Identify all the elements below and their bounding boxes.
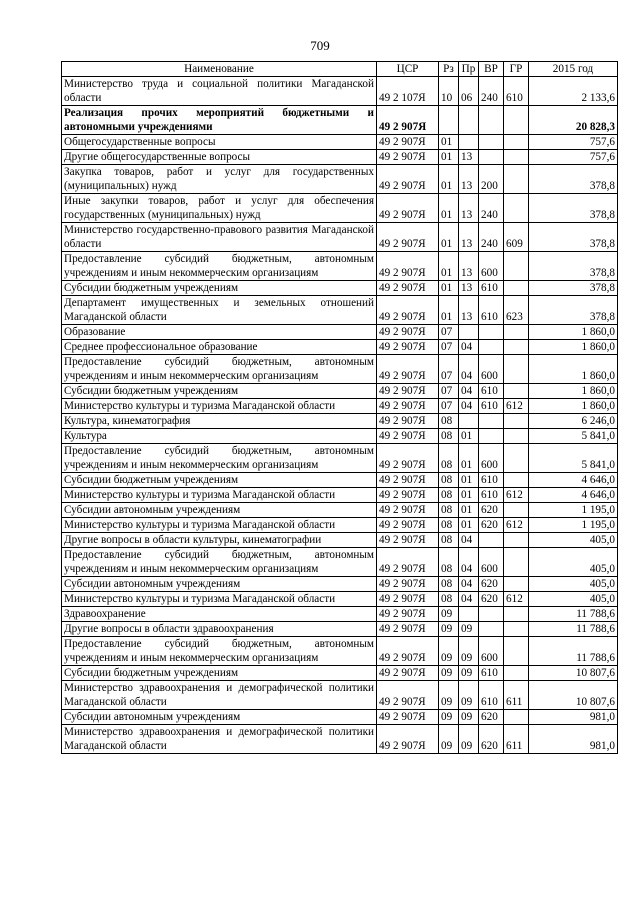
cell-gr: [504, 622, 529, 637]
cell-amount: 757,6: [529, 150, 618, 165]
cell-rz: 08: [439, 414, 459, 429]
table-row: [62, 414, 618, 429]
cell-amount: 1 860,0: [529, 340, 618, 355]
table-row: [62, 135, 618, 150]
cell-pr: 13: [459, 223, 479, 252]
cell-amount: 11 788,6: [529, 637, 618, 666]
table-row: [62, 281, 618, 296]
cell-vr: 610: [479, 488, 504, 503]
cell-rz: [439, 106, 459, 135]
cell-pr: 09: [459, 666, 479, 681]
cell-name: Предоставление субсидий бюджетным, автономным учреждениям и иным некоммерческим организациям: [62, 252, 377, 281]
cell-csr: 49 2 907Я: [377, 503, 439, 518]
table-row: [62, 592, 618, 607]
cell-vr: 240: [479, 194, 504, 223]
table-row: [62, 548, 618, 577]
cell-pr: 01: [459, 444, 479, 473]
cell-amount: 1 860,0: [529, 384, 618, 399]
cell-amount: 6 246,0: [529, 414, 618, 429]
cell-csr: 49 2 907Я: [377, 622, 439, 637]
table-row: [62, 77, 618, 106]
cell-rz: 08: [439, 533, 459, 548]
cell-gr: [504, 325, 529, 340]
page-number: 709: [310, 38, 330, 53]
cell-name: Предоставление субсидий бюджетным, автономным учреждениям и иным некоммерческим организациям: [62, 548, 377, 577]
cell-name: Иные закупки товаров, работ и услуг для обеспечения государственных (муниципальных) нужд: [62, 194, 377, 223]
cell-name: Реализация прочих мероприятий бюджетными и автономными учреждениями: [62, 106, 377, 135]
cell-rz: 07: [439, 384, 459, 399]
table-body: [62, 77, 618, 754]
column-header-name: Наименование: [62, 62, 377, 77]
cell-name: Предоставление субсидий бюджетным, автономным учреждениям и иным некоммерческим организациям: [62, 444, 377, 473]
cell-gr: [504, 710, 529, 725]
cell-csr: 49 2 907Я: [377, 548, 439, 577]
cell-pr: 13: [459, 150, 479, 165]
cell-pr: [459, 106, 479, 135]
table-row: [62, 223, 618, 252]
cell-vr: 600: [479, 355, 504, 384]
cell-csr: 49 2 107Я: [377, 77, 439, 106]
cell-pr: [459, 414, 479, 429]
cell-vr: [479, 414, 504, 429]
cell-rz: 08: [439, 488, 459, 503]
cell-gr: [504, 548, 529, 577]
cell-amount: 10 807,6: [529, 681, 618, 710]
cell-vr: 620: [479, 577, 504, 592]
column-header-vr: ВР: [479, 62, 504, 77]
table-row: [62, 429, 618, 444]
cell-vr: 620: [479, 592, 504, 607]
cell-amount: 378,8: [529, 194, 618, 223]
cell-gr: 612: [504, 399, 529, 414]
cell-gr: [504, 281, 529, 296]
cell-name: Предоставление субсидий бюджетным, автономным учреждениям и иным некоммерческим организациям: [62, 355, 377, 384]
cell-pr: 04: [459, 548, 479, 577]
budget-table: [61, 61, 618, 754]
cell-pr: [459, 607, 479, 622]
cell-amount: 2 133,6: [529, 77, 618, 106]
cell-amount: 1 860,0: [529, 399, 618, 414]
cell-rz: 01: [439, 194, 459, 223]
cell-name: Министерство государственно-правового развития Магаданской области: [62, 223, 377, 252]
cell-name: Министерство труда и социальной политики Магаданской области: [62, 77, 377, 106]
table-row: [62, 355, 618, 384]
cell-gr: [504, 666, 529, 681]
cell-vr: 620: [479, 518, 504, 533]
cell-pr: 06: [459, 77, 479, 106]
cell-amount: 5 841,0: [529, 444, 618, 473]
cell-rz: 08: [439, 473, 459, 488]
cell-rz: 09: [439, 725, 459, 754]
cell-csr: 49 2 907Я: [377, 592, 439, 607]
table-row: [62, 607, 618, 622]
cell-gr: [504, 194, 529, 223]
cell-rz: 10: [439, 77, 459, 106]
cell-name: Министерство культуры и туризма Магаданской области: [62, 488, 377, 503]
cell-name: Субсидии бюджетным учреждениям: [62, 473, 377, 488]
cell-vr: 610: [479, 399, 504, 414]
cell-gr: [504, 384, 529, 399]
cell-rz: 01: [439, 252, 459, 281]
table-row: [62, 503, 618, 518]
table-row: [62, 622, 618, 637]
cell-csr: 49 2 907Я: [377, 533, 439, 548]
cell-rz: 01: [439, 223, 459, 252]
table-row: [62, 444, 618, 473]
cell-amount: 11 788,6: [529, 622, 618, 637]
cell-vr: 200: [479, 165, 504, 194]
cell-rz: 07: [439, 399, 459, 414]
cell-pr: 09: [459, 681, 479, 710]
cell-gr: [504, 355, 529, 384]
cell-rz: 08: [439, 548, 459, 577]
cell-rz: 07: [439, 325, 459, 340]
table-row: [62, 725, 618, 754]
cell-vr: [479, 325, 504, 340]
cell-vr: 600: [479, 548, 504, 577]
cell-rz: 08: [439, 577, 459, 592]
cell-name: Министерство здравоохранения и демографической политики Магаданской области: [62, 681, 377, 710]
table-row: [62, 473, 618, 488]
cell-pr: 04: [459, 340, 479, 355]
cell-gr: [504, 340, 529, 355]
cell-gr: 623: [504, 296, 529, 325]
cell-pr: 01: [459, 518, 479, 533]
cell-amount: 1 195,0: [529, 503, 618, 518]
cell-pr: 01: [459, 429, 479, 444]
cell-amount: 757,6: [529, 135, 618, 150]
cell-pr: 09: [459, 710, 479, 725]
cell-rz: 07: [439, 355, 459, 384]
cell-vr: [479, 106, 504, 135]
cell-csr: 49 2 907Я: [377, 681, 439, 710]
cell-amount: 378,8: [529, 223, 618, 252]
cell-gr: [504, 533, 529, 548]
cell-csr: 49 2 907Я: [377, 577, 439, 592]
cell-name: Общегосударственные вопросы: [62, 135, 377, 150]
cell-amount: 11 788,6: [529, 607, 618, 622]
cell-csr: 49 2 907Я: [377, 473, 439, 488]
cell-gr: [504, 577, 529, 592]
cell-rz: 01: [439, 135, 459, 150]
cell-rz: 09: [439, 666, 459, 681]
cell-amount: 1 860,0: [529, 355, 618, 384]
cell-pr: 13: [459, 296, 479, 325]
cell-vr: [479, 340, 504, 355]
cell-name: Субсидии бюджетным учреждениям: [62, 281, 377, 296]
table-row: [62, 637, 618, 666]
cell-vr: [479, 622, 504, 637]
cell-amount: 1 860,0: [529, 325, 618, 340]
table-row: [62, 577, 618, 592]
table-row: [62, 384, 618, 399]
table-row: [62, 252, 618, 281]
cell-pr: 01: [459, 503, 479, 518]
cell-gr: 612: [504, 518, 529, 533]
cell-csr: 49 2 907Я: [377, 106, 439, 135]
cell-csr: 49 2 907Я: [377, 666, 439, 681]
cell-pr: 13: [459, 194, 479, 223]
cell-gr: [504, 106, 529, 135]
cell-name: Субсидии бюджетным учреждениям: [62, 384, 377, 399]
table-row: [62, 165, 618, 194]
cell-rz: 08: [439, 592, 459, 607]
cell-pr: 13: [459, 252, 479, 281]
cell-csr: 49 2 907Я: [377, 725, 439, 754]
cell-csr: 49 2 907Я: [377, 710, 439, 725]
cell-pr: 09: [459, 637, 479, 666]
cell-vr: 240: [479, 223, 504, 252]
cell-rz: 01: [439, 150, 459, 165]
cell-amount: 378,8: [529, 281, 618, 296]
cell-vr: 610: [479, 681, 504, 710]
cell-gr: 610: [504, 77, 529, 106]
cell-name: Министерство культуры и туризма Магаданской области: [62, 592, 377, 607]
cell-gr: [504, 444, 529, 473]
cell-gr: [504, 429, 529, 444]
cell-name: Среднее профессиональное образование: [62, 340, 377, 355]
cell-csr: 49 2 907Я: [377, 325, 439, 340]
cell-name: Субсидии автономным учреждениям: [62, 577, 377, 592]
cell-vr: 600: [479, 637, 504, 666]
cell-gr: 611: [504, 725, 529, 754]
cell-name: Закупка товаров, работ и услуг для государственных (муниципальных) нужд: [62, 165, 377, 194]
cell-amount: 405,0: [529, 592, 618, 607]
cell-vr: [479, 150, 504, 165]
cell-vr: 610: [479, 666, 504, 681]
cell-csr: 49 2 907Я: [377, 150, 439, 165]
cell-rz: 09: [439, 622, 459, 637]
cell-csr: 49 2 907Я: [377, 135, 439, 150]
cell-pr: 04: [459, 577, 479, 592]
cell-vr: 620: [479, 710, 504, 725]
cell-csr: 49 2 907Я: [377, 429, 439, 444]
cell-name: Департамент имущественных и земельных отношений Магаданской области: [62, 296, 377, 325]
cell-amount: 405,0: [529, 548, 618, 577]
cell-name: Другие вопросы в области здравоохранения: [62, 622, 377, 637]
cell-rz: 09: [439, 637, 459, 666]
cell-vr: [479, 429, 504, 444]
cell-vr: 620: [479, 725, 504, 754]
table-row: [62, 681, 618, 710]
cell-vr: 240: [479, 77, 504, 106]
table-row: [62, 518, 618, 533]
cell-rz: 08: [439, 503, 459, 518]
cell-amount: 405,0: [529, 577, 618, 592]
cell-pr: 13: [459, 281, 479, 296]
cell-csr: 49 2 907Я: [377, 340, 439, 355]
column-header-rz: Рз: [439, 62, 459, 77]
table-row: [62, 325, 618, 340]
cell-amount: 5 841,0: [529, 429, 618, 444]
cell-rz: 09: [439, 710, 459, 725]
cell-gr: [504, 503, 529, 518]
cell-pr: 09: [459, 622, 479, 637]
cell-name: Здравоохранение: [62, 607, 377, 622]
cell-pr: 09: [459, 725, 479, 754]
table-row: [62, 710, 618, 725]
cell-csr: 49 2 907Я: [377, 637, 439, 666]
cell-amount: 20 828,3: [529, 106, 618, 135]
cell-pr: 04: [459, 399, 479, 414]
cell-gr: [504, 414, 529, 429]
table-row: [62, 666, 618, 681]
cell-rz: 07: [439, 340, 459, 355]
cell-vr: 620: [479, 503, 504, 518]
table-row: [62, 488, 618, 503]
cell-vr: 600: [479, 252, 504, 281]
table-row: [62, 340, 618, 355]
cell-rz: 01: [439, 165, 459, 194]
cell-amount: 1 195,0: [529, 518, 618, 533]
column-header-year: 2015 год: [529, 62, 618, 77]
cell-csr: 49 2 907Я: [377, 384, 439, 399]
cell-name: Предоставление субсидий бюджетным, автономным учреждениям и иным некоммерческим организациям: [62, 637, 377, 666]
cell-csr: 49 2 907Я: [377, 296, 439, 325]
cell-amount: 981,0: [529, 710, 618, 725]
cell-csr: 49 2 907Я: [377, 607, 439, 622]
cell-gr: 609: [504, 223, 529, 252]
cell-amount: 378,8: [529, 165, 618, 194]
cell-gr: 612: [504, 592, 529, 607]
cell-pr: 13: [459, 165, 479, 194]
table-row: [62, 296, 618, 325]
table-header-row: [62, 62, 618, 77]
cell-amount: 10 807,6: [529, 666, 618, 681]
column-header-csr: ЦСР: [377, 62, 439, 77]
cell-csr: 49 2 907Я: [377, 399, 439, 414]
cell-name: Субсидии автономным учреждениям: [62, 710, 377, 725]
cell-csr: 49 2 907Я: [377, 488, 439, 503]
cell-name: Министерство культуры и туризма Магаданской области: [62, 399, 377, 414]
cell-gr: [504, 607, 529, 622]
cell-amount: 4 646,0: [529, 488, 618, 503]
cell-gr: 611: [504, 681, 529, 710]
table-row: [62, 150, 618, 165]
cell-csr: 49 2 907Я: [377, 252, 439, 281]
cell-gr: [504, 150, 529, 165]
cell-name: Субсидии автономным учреждениям: [62, 503, 377, 518]
cell-vr: [479, 533, 504, 548]
cell-vr: 610: [479, 473, 504, 488]
cell-pr: [459, 325, 479, 340]
cell-gr: [504, 252, 529, 281]
table-row: [62, 399, 618, 414]
cell-csr: 49 2 907Я: [377, 414, 439, 429]
cell-name: Другие общегосударственные вопросы: [62, 150, 377, 165]
cell-vr: [479, 135, 504, 150]
cell-rz: 08: [439, 444, 459, 473]
cell-gr: [504, 135, 529, 150]
cell-name: Министерство культуры и туризма Магаданской области: [62, 518, 377, 533]
cell-csr: 49 2 907Я: [377, 165, 439, 194]
cell-amount: 378,8: [529, 252, 618, 281]
cell-csr: 49 2 907Я: [377, 281, 439, 296]
cell-gr: [504, 165, 529, 194]
cell-pr: 04: [459, 533, 479, 548]
cell-pr: 01: [459, 473, 479, 488]
cell-pr: 01: [459, 488, 479, 503]
column-header-pr: Пр: [459, 62, 479, 77]
cell-csr: 49 2 907Я: [377, 223, 439, 252]
cell-csr: 49 2 907Я: [377, 518, 439, 533]
cell-name: Министерство здравоохранения и демографической политики Магаданской области: [62, 725, 377, 754]
cell-amount: 4 646,0: [529, 473, 618, 488]
cell-rz: 09: [439, 681, 459, 710]
cell-amount: 405,0: [529, 533, 618, 548]
cell-pr: 04: [459, 355, 479, 384]
cell-pr: [459, 135, 479, 150]
cell-csr: 49 2 907Я: [377, 194, 439, 223]
cell-rz: 01: [439, 281, 459, 296]
cell-pr: 04: [459, 592, 479, 607]
cell-gr: [504, 473, 529, 488]
cell-vr: 610: [479, 384, 504, 399]
cell-rz: 09: [439, 607, 459, 622]
cell-csr: 49 2 907Я: [377, 355, 439, 384]
cell-name: Образование: [62, 325, 377, 340]
table-row: [62, 106, 618, 135]
table-row: [62, 533, 618, 548]
cell-vr: 600: [479, 444, 504, 473]
cell-name: Культура, кинематография: [62, 414, 377, 429]
cell-csr: 49 2 907Я: [377, 444, 439, 473]
cell-amount: 981,0: [529, 725, 618, 754]
cell-rz: 08: [439, 518, 459, 533]
column-header-gr: ГР: [504, 62, 529, 77]
cell-vr: 610: [479, 281, 504, 296]
cell-vr: 610: [479, 296, 504, 325]
table-row: [62, 194, 618, 223]
cell-rz: 01: [439, 296, 459, 325]
cell-name: Субсидии бюджетным учреждениям: [62, 666, 377, 681]
cell-rz: 08: [439, 429, 459, 444]
cell-vr: [479, 607, 504, 622]
cell-amount: 378,8: [529, 296, 618, 325]
cell-pr: 04: [459, 384, 479, 399]
cell-gr: 612: [504, 488, 529, 503]
cell-name: Культура: [62, 429, 377, 444]
cell-gr: [504, 637, 529, 666]
cell-name: Другие вопросы в области культуры, кинематографии: [62, 533, 377, 548]
